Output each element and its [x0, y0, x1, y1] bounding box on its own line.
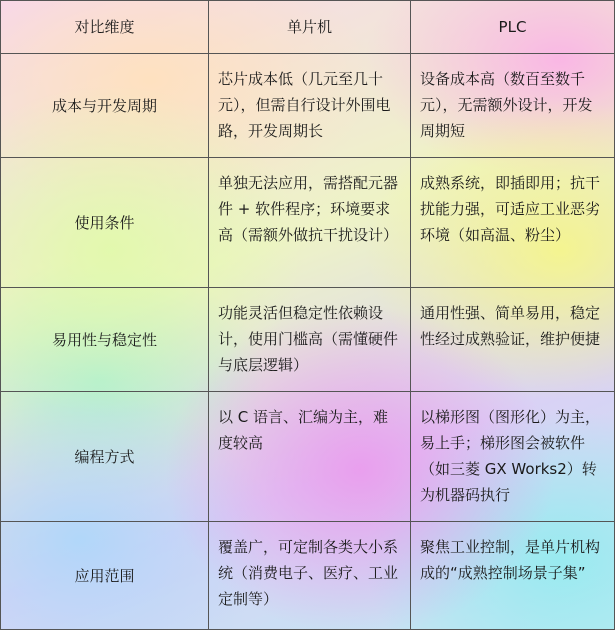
header-mcu: 单片机	[209, 1, 411, 54]
header-row	[1, 1, 615, 54]
cell-mcu: 覆盖广，可定制各类大小系统（消费电子、医疗、工业定制等）	[209, 522, 411, 630]
table-row	[1, 522, 615, 630]
table-row	[1, 54, 615, 158]
cell-plc: 聚焦工业控制，是单片机构成的“成熟控制场景子集”	[411, 522, 615, 630]
cell-mcu: 芯片成本低（几元至几十元），但需自行设计外围电路，开发周期长	[209, 54, 411, 158]
cell-mcu: 单独无法应用，需搭配元器件 + 软件程序；环境要求高（需额外做抗干扰设计）	[209, 158, 411, 288]
cell-plc: 成熟系统，即插即用；抗干扰能力强，可适应工业恶劣环境（如高温、粉尘）	[411, 158, 615, 288]
cell-mcu: 功能灵活但稳定性依赖设计，使用门槛高（需懂硬件与底层逻辑）	[209, 288, 411, 392]
row-dimension: 易用性与稳定性	[1, 288, 209, 392]
header-dimension: 对比维度	[1, 1, 209, 54]
cell-mcu: 以 C 语言、汇编为主，难度较高	[209, 392, 411, 522]
row-dimension: 成本与开发周期	[1, 54, 209, 158]
table-row	[1, 158, 615, 288]
row-dimension: 编程方式	[1, 392, 209, 522]
cell-plc: 通用性强、简单易用，稳定性经过成熟验证，维护便捷	[411, 288, 615, 392]
table-row	[1, 392, 615, 522]
header-plc: PLC	[411, 1, 615, 54]
cell-plc: 设备成本高（数百至数千元），无需额外设计，开发周期短	[411, 54, 615, 158]
row-dimension: 使用条件	[1, 158, 209, 288]
row-dimension: 应用范围	[1, 522, 209, 630]
table-row	[1, 288, 615, 392]
cell-plc: 以梯形图（图形化）为主，易上手；梯形图会被软件（如三菱 GX Works2）转为机器码执行	[411, 392, 615, 522]
